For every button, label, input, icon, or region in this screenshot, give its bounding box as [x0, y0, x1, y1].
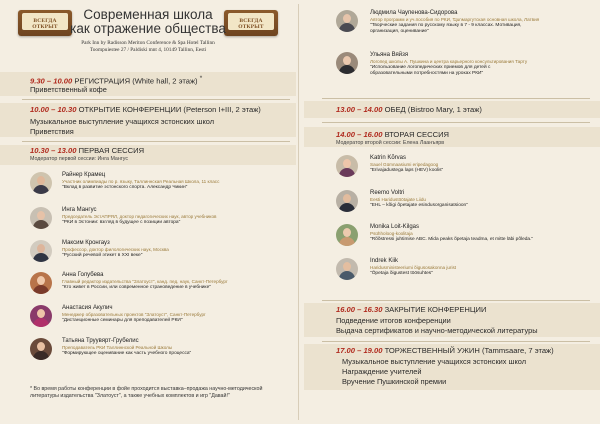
- speaker-talk: "Творческие задания по русскому языку в 7 - 9 классах. Мотивация,: [370, 23, 522, 28]
- speaker-talk: "EHL – kõigi õpetajate esindusorganisatsioon": [370, 203, 468, 208]
- speaker-role: Председатель ЭстАПРЯЛ, доктор педагогических наук, автор учебников: [62, 214, 217, 219]
- speaker-photo: [30, 272, 52, 294]
- speaker-talk: "Русский речевой этикет в XXI веке": [62, 253, 143, 258]
- speaker-photo: [336, 190, 358, 212]
- speaker-talk: образовательными потребностями на уроках РКИ": [370, 71, 484, 76]
- speaker-talk: "Формирующее оценивание как часть учебного процесса": [62, 351, 192, 356]
- dinner-sub3: Вручение Пушкинской премии: [342, 377, 447, 386]
- speaker-name: Indrek Kiik: [370, 258, 399, 264]
- speaker-photo: [30, 240, 52, 262]
- column-divider: [298, 4, 299, 420]
- opening-sub2: Приветствия: [30, 127, 74, 136]
- page-title: Современная школа как отражение общества: [70, 7, 226, 36]
- speaker-talk: "Дистанционные семинары для преподавателей РКИ": [62, 318, 183, 323]
- closing-heading: 16.00 – 16.30 ЗАКРЫТИЕ КОНФЕРЕНЦИИ: [336, 305, 487, 314]
- speaker-name: Инга Мангус: [62, 207, 97, 213]
- second-session-moderator: Модератор второй сессии: Елена Лаанъярв: [336, 140, 445, 146]
- speaker-talk: "Erivajadustega laps (HEV) koolis": [370, 168, 444, 173]
- speaker-role: Eesti Haridustöötajate Liidu: [370, 197, 426, 202]
- speaker-photo: [30, 305, 52, 327]
- speaker-photo: [336, 155, 358, 177]
- closing-sub2: Выдача сертификатов и научно-методической литературы: [336, 326, 538, 335]
- speaker-role: Менеджер образовательных проектов "Златоуст", Санкт-Петербург: [62, 312, 206, 317]
- speaker-name: Татьяна Труувярт-Грубелис: [62, 338, 139, 344]
- separator: [22, 99, 290, 100]
- separator: [322, 300, 590, 301]
- speaker-photo: [336, 10, 358, 32]
- book-logo-icon: ВСЕГДА ОТКРЫТ: [224, 10, 278, 36]
- speaker-name: Monika Loit-Kilgas: [370, 224, 420, 230]
- lunch-heading: 13.00 – 14.00 ОБЕД (Bistroo Mary, 1 этаж): [336, 105, 482, 114]
- speaker-role: Автор программ и уч.пособия по РКИ, Ҵunмаргутская основная школа, Латвия: [370, 17, 540, 22]
- speaker-talk: "Вклад в развитие эстонского спорта. Александр Чикин": [62, 185, 188, 190]
- speaker-role: Профессор, доктор филологических наук, Москва: [62, 247, 169, 252]
- speaker-role: Преподаватель РКИ Таллиннской Реальной Школы: [62, 345, 173, 350]
- speaker-talk: "Õpetaja õigustest töösuhtes": [370, 271, 433, 276]
- speaker-photo: [336, 52, 358, 74]
- speaker-name: Анна Голубева: [62, 272, 104, 278]
- speaker-role: Psühholoog-koolitaja: [370, 231, 413, 236]
- speaker-name: Reemo Voltri: [370, 190, 405, 196]
- speaker-photo: [30, 338, 52, 360]
- speaker-photo: [30, 207, 52, 229]
- speaker-name: Райнер Крамец: [62, 172, 106, 178]
- speaker-role: Участник олимпиады по р. языку, Таллиннская Реальная Школа, 11 класс: [62, 179, 220, 184]
- speaker-role: Sauel Gümnaasiumi eripedagoog: [370, 162, 439, 167]
- venue-address: Park Inn by Radisson Meriton Conference & Spa Hotel Tallinn Toompuiestee 27 / Paldiski mnt 4, 10149 Tallinn, Eesti: [81, 40, 215, 53]
- separator: [322, 341, 590, 342]
- speaker-talk: "Rõõstressi juhtimise ABC. Mida peaks õpetaja teadma, et mitte läbi põleda.": [370, 237, 534, 242]
- opening-sub1: Музыкальное выступление учащихся эстонских школ: [30, 117, 215, 126]
- speaker-photo: [336, 224, 358, 246]
- separator: [22, 141, 290, 142]
- registration-heading: 9.30 – 10.00 РЕГИСТРАЦИЯ (White hall, 2 этаж) *: [30, 75, 203, 86]
- separator: [322, 98, 590, 99]
- first-session-heading: 10.30 – 13.00 ПЕРВАЯ СЕССИЯ: [30, 146, 145, 155]
- speaker-photo: [30, 172, 52, 194]
- dinner-heading: 17.00 – 19.00 ТОРЖЕСТВЕННЫЙ УЖИН (Tammsaare, 7 этаж): [336, 346, 554, 355]
- speaker-talk: "Кто живет в России, или современное страноведение в учебнике": [62, 285, 211, 290]
- closing-sub1: Подведение итогов конференции: [336, 316, 451, 325]
- separator: [322, 122, 590, 123]
- speaker-role: Логопед школы А. Пушкина и центра карьерного консультирования Тарту: [370, 59, 528, 64]
- speaker-name: Анастасия Акулич: [62, 305, 113, 311]
- first-session-moderator: Модератор первой сессии: Инга Мангус: [30, 156, 128, 162]
- speaker-name: Максим Кронгауз: [62, 240, 110, 246]
- speaker-role: Haridusministeeriumi õigusosakonna jurist: [370, 265, 457, 270]
- dinner-sub2: Награждение учителей: [342, 367, 422, 376]
- opening-heading: 10.00 – 10.30 ОТКРЫТИЕ КОНФЕРЕНЦИИ (Peterson I+III, 2 этаж): [30, 105, 261, 114]
- book-logo-icon: ВСЕГДА ОТКРЫТ: [18, 10, 72, 36]
- speaker-talk: "Использование логопедических приемов для детей с: [370, 65, 491, 70]
- exhibition-note: * Во время работы конференции в фойе проходится выставка–продажа научно-методической литературы издательства "Златоуст", а также учебных комплектов и игр "Давай!": [30, 386, 263, 399]
- second-session-heading: 14.00 – 16.00 ВТОРАЯ СЕССИЯ: [336, 130, 450, 139]
- speaker-name: Людмила Чаупенова-Сидорова: [370, 10, 458, 16]
- dinner-sub1: Музыкальное выступление учащихся эстонских школ: [342, 357, 527, 366]
- speaker-role: Главный редактор издательства "Златоуст", канд. пед. наук, Санкт-Петербург: [62, 279, 228, 284]
- speaker-photo: [336, 258, 358, 280]
- registration-sub: Приветственный кофе: [30, 85, 107, 94]
- speaker-name: Katrin Kõrvas: [370, 155, 407, 161]
- speaker-talk: организация, оценивание": [370, 29, 429, 34]
- speaker-talk: "РКИ в Эстонии: взгляд в будущее с позиции автора": [62, 220, 181, 225]
- speaker-name: Ульяна Вяйзя: [370, 52, 409, 58]
